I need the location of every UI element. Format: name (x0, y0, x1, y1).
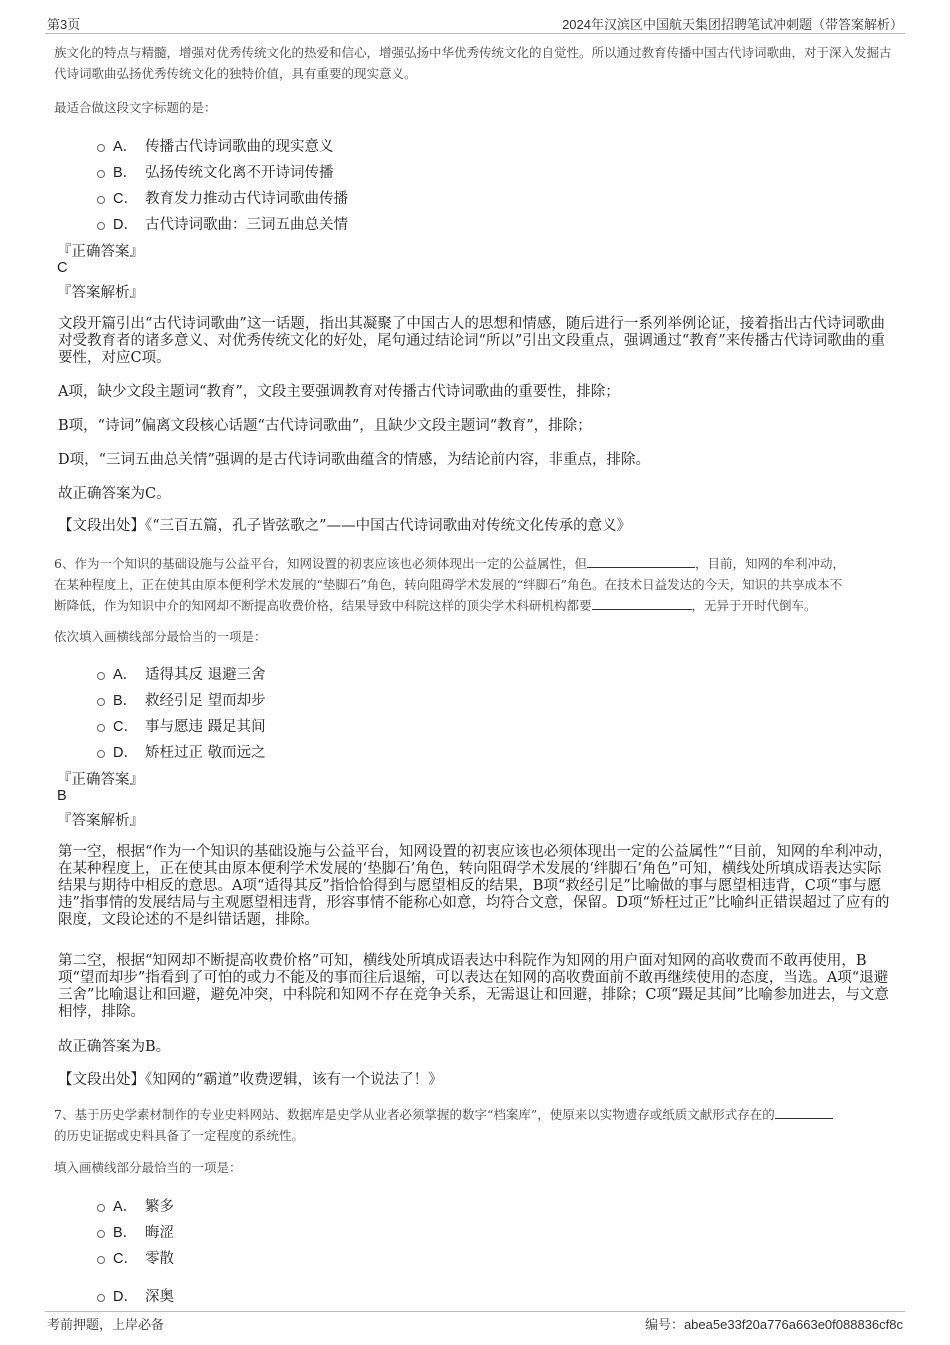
option-text: 深奥 (145, 1289, 174, 1305)
q5-answer-label: 『正确答案』 (57, 244, 144, 260)
option-letter: D． (113, 1289, 138, 1305)
q6-blank-1[interactable] (587, 555, 695, 568)
q5-analysis-a: A项，缺少文段主题词“教育”，文段主要强调教育对传播古代诗词歌曲的重要性，排除； (58, 384, 620, 400)
option-letter: B． (113, 165, 138, 181)
option-letter: D． (113, 217, 138, 233)
q5-analysis-d: D项，“三词五曲总关情”强调的是古代诗词歌曲蕴含的情感，为结论前内容，非重点，排除。 (58, 452, 650, 468)
q7-option-c[interactable] (97, 1247, 174, 1268)
option-letter: D． (113, 745, 138, 761)
radio-icon[interactable] (97, 1204, 105, 1212)
document-title: 2024年汉滨区中国航天集团招聘笔试冲刺题（带答案解析） (562, 17, 903, 32)
option-letter: C． (113, 191, 138, 207)
q6-stem-part3: 在某种程度上，正在使其由原本便利学术发展的“垫脚石”角色，转向阻碍学术发展的“绊脚石”角色。在技术日益发达的今天，知识的共享成本不 (54, 577, 843, 592)
q6-stem-part1: 6、作为一个知识的基础设施与公益平台，知网设置的初衷应该也必须体现出一定的公益属性，但 (54, 556, 587, 571)
q5-option-b[interactable] (97, 161, 334, 182)
radio-icon[interactable] (97, 170, 105, 178)
option-text: 救经引足 望而却步 (145, 693, 266, 709)
option-letter: C． (113, 1251, 138, 1267)
q6-stem-part5: ，无异于开时代倒车。 (691, 598, 817, 613)
option-text: 繁多 (145, 1199, 174, 1215)
option-letter: B． (113, 1225, 138, 1241)
q6-stem (54, 553, 904, 616)
q6-answer-label: 『正确答案』 (57, 772, 144, 788)
option-text: 教育发力推动古代诗词歌曲传播 (145, 191, 348, 207)
q6-source: 【文段出处】《知网的“霸道”收费逻辑，该有一个说法了！》 (58, 1072, 443, 1088)
radio-icon[interactable] (97, 724, 105, 732)
radio-icon[interactable] (97, 672, 105, 680)
q6-option-c[interactable] (97, 715, 266, 736)
q6-prompt: 依次填入画横线部分最恰当的一项是： (54, 629, 267, 644)
q5-option-a[interactable] (97, 135, 334, 156)
radio-icon[interactable] (97, 750, 105, 758)
option-letter: A． (113, 667, 138, 683)
radio-icon[interactable] (97, 1230, 105, 1238)
radio-icon[interactable] (97, 1256, 105, 1264)
option-text: 适得其反 退避三舍 (145, 667, 266, 683)
q5-prompt: 最适合做这段文字标题的是： (54, 100, 217, 115)
q5-analysis-label: 『答案解析』 (57, 285, 144, 301)
option-text: 古代诗词歌曲：三词五曲总关情 (145, 217, 348, 233)
radio-icon[interactable] (97, 1294, 105, 1302)
document-serial: 编号：abea5e33f20a776a663e0f088836cf8c (644, 1317, 903, 1332)
q7-option-d[interactable] (97, 1285, 174, 1306)
q6-option-a[interactable] (97, 663, 266, 684)
q6-option-b[interactable] (97, 689, 266, 710)
radio-icon[interactable] (97, 698, 105, 706)
q7-option-b[interactable] (97, 1221, 174, 1242)
footer-slogan: 考前押题，上岸必备 (47, 1317, 165, 1332)
q7-option-a[interactable] (97, 1195, 174, 1216)
radio-icon[interactable] (97, 196, 105, 204)
option-text: 事与愿违 蹑足其间 (145, 719, 266, 735)
q5-answer: C (57, 260, 68, 276)
q6-stem-part2: ，目前，知网的牟利冲动， (694, 556, 845, 571)
q5-analysis-b: B项，“诗词”偏离文段核心话题“古代诗词歌曲”，且缺少文段主题词“教育”，排除； (58, 418, 592, 434)
q6-conclusion: 故正确答案为B。 (58, 1039, 171, 1055)
option-text: 传播古代诗词歌曲的现实意义 (145, 139, 334, 155)
radio-icon[interactable] (97, 144, 105, 152)
radio-icon[interactable] (97, 222, 105, 230)
q6-analysis-second-blank: 第二空，根据“知网却不断提高收费价格”可知，横线处所填成语表达中科院作为知网的用户面对知网的高收费而不敢再使用，B项“望而却步”指看到了可怕的或力不能及的事而往后退缩，可以表达在知网的高收费面前不敢再继续使用的态度，当选。A项“退避三舍”比喻退让和回避，避免冲突，中科院和知网不存在竞争关系，无需退让和回避，排除；C项“蹑足其间”比喻参加进去，与文意相悖，排除。 (58, 953, 889, 1020)
q5-analysis-main: 文段开篇引出“古代诗词歌曲”这一话题，指出其凝聚了中国古人的思想和情感，随后进行一系列举例论证，接着指出古代诗词歌曲对受教育者的诸多意义、对优秀传统文化的好处，尾句通过结论词“所以”引出文段重点，强调通过“教育”来传播古代诗词歌曲的重要性，对应C项。 (58, 316, 886, 366)
option-text: 弘扬传统文化离不开诗词传播 (145, 165, 334, 181)
q7-stem-part2: 的历史证据或史料具备了一定程度的系统性。 (54, 1128, 305, 1143)
q7-stem (54, 1104, 904, 1146)
option-letter: A． (113, 1199, 138, 1215)
q6-option-d[interactable] (97, 741, 266, 762)
q7-blank[interactable] (775, 1106, 833, 1119)
q6-analysis-label: 『答案解析』 (57, 813, 144, 829)
option-text: 晦涩 (145, 1225, 174, 1241)
option-letter: A． (113, 139, 138, 155)
option-text: 矫枉过正 敬而远之 (145, 745, 266, 761)
header-divider (45, 33, 905, 34)
q5-option-d[interactable] (97, 213, 348, 234)
q6-analysis-first-blank: 第一空，根据“作为一个知识的基础设施与公益平台，知网设置的初衷应该也必须体现出一定的公益属性”“目前，知网的牟利冲动，在某种程度上，正在使其由原本便利学术发展的‘垫脚石’角色，转向阻碍学术发展的‘绊脚石’角色”可知，横线处所填成语表达实际结果与期待中相反的意思。A项“适得其反”指恰恰得到与愿望相反的结果，B项“救经引足”比喻做的事与愿望相违背，C项“事与愿违”指事情的发展结局与主观愿望相违背，形容事情不能称心如意，均符合文意，保留。D项“矫枉过正”比喻纠正错误超过了应有的限度，文段论述的不是纠错话题，排除。 (58, 844, 893, 928)
intro-paragraph: 族文化的特点与精髓，增强对优秀传统文化的热爱和信心，增强弘扬中华优秀传统文化的自觉性。所以通过教育传播中国古代诗词歌曲，对于深入发掘古代诗词歌曲弘扬优秀传统文化的独特价值，具有重要的现实意义。 (54, 45, 892, 81)
q5-source: 【文段出处】《“三百五篇，孔子皆弦歌之”——中国古代诗词歌曲对传统文化传承的意义》 (58, 518, 632, 534)
q6-answer: B (57, 788, 67, 804)
q5-option-c[interactable] (97, 187, 348, 208)
option-letter: B． (113, 693, 138, 709)
q6-stem-part4: 断降低，作为知识中介的知网却不断提高收费价格，结果导致中科院这样的顶尖学术科研机构都要 (54, 598, 592, 613)
q7-prompt: 填入画横线部分最恰当的一项是： (54, 1160, 242, 1175)
footer-divider (45, 1311, 905, 1312)
q6-blank-2[interactable] (592, 597, 692, 610)
option-letter: C． (113, 719, 138, 735)
q5-conclusion: 故正确答案为C。 (58, 486, 171, 502)
option-text: 零散 (145, 1251, 174, 1267)
q7-stem-part1: 7、基于历史学素材制作的专业史料网站、数据库是史学从业者必须掌握的数字“档案库”，使原来以实物遗存或纸质文献形式存在的 (54, 1107, 775, 1122)
page-number: 第3页 (47, 17, 81, 32)
